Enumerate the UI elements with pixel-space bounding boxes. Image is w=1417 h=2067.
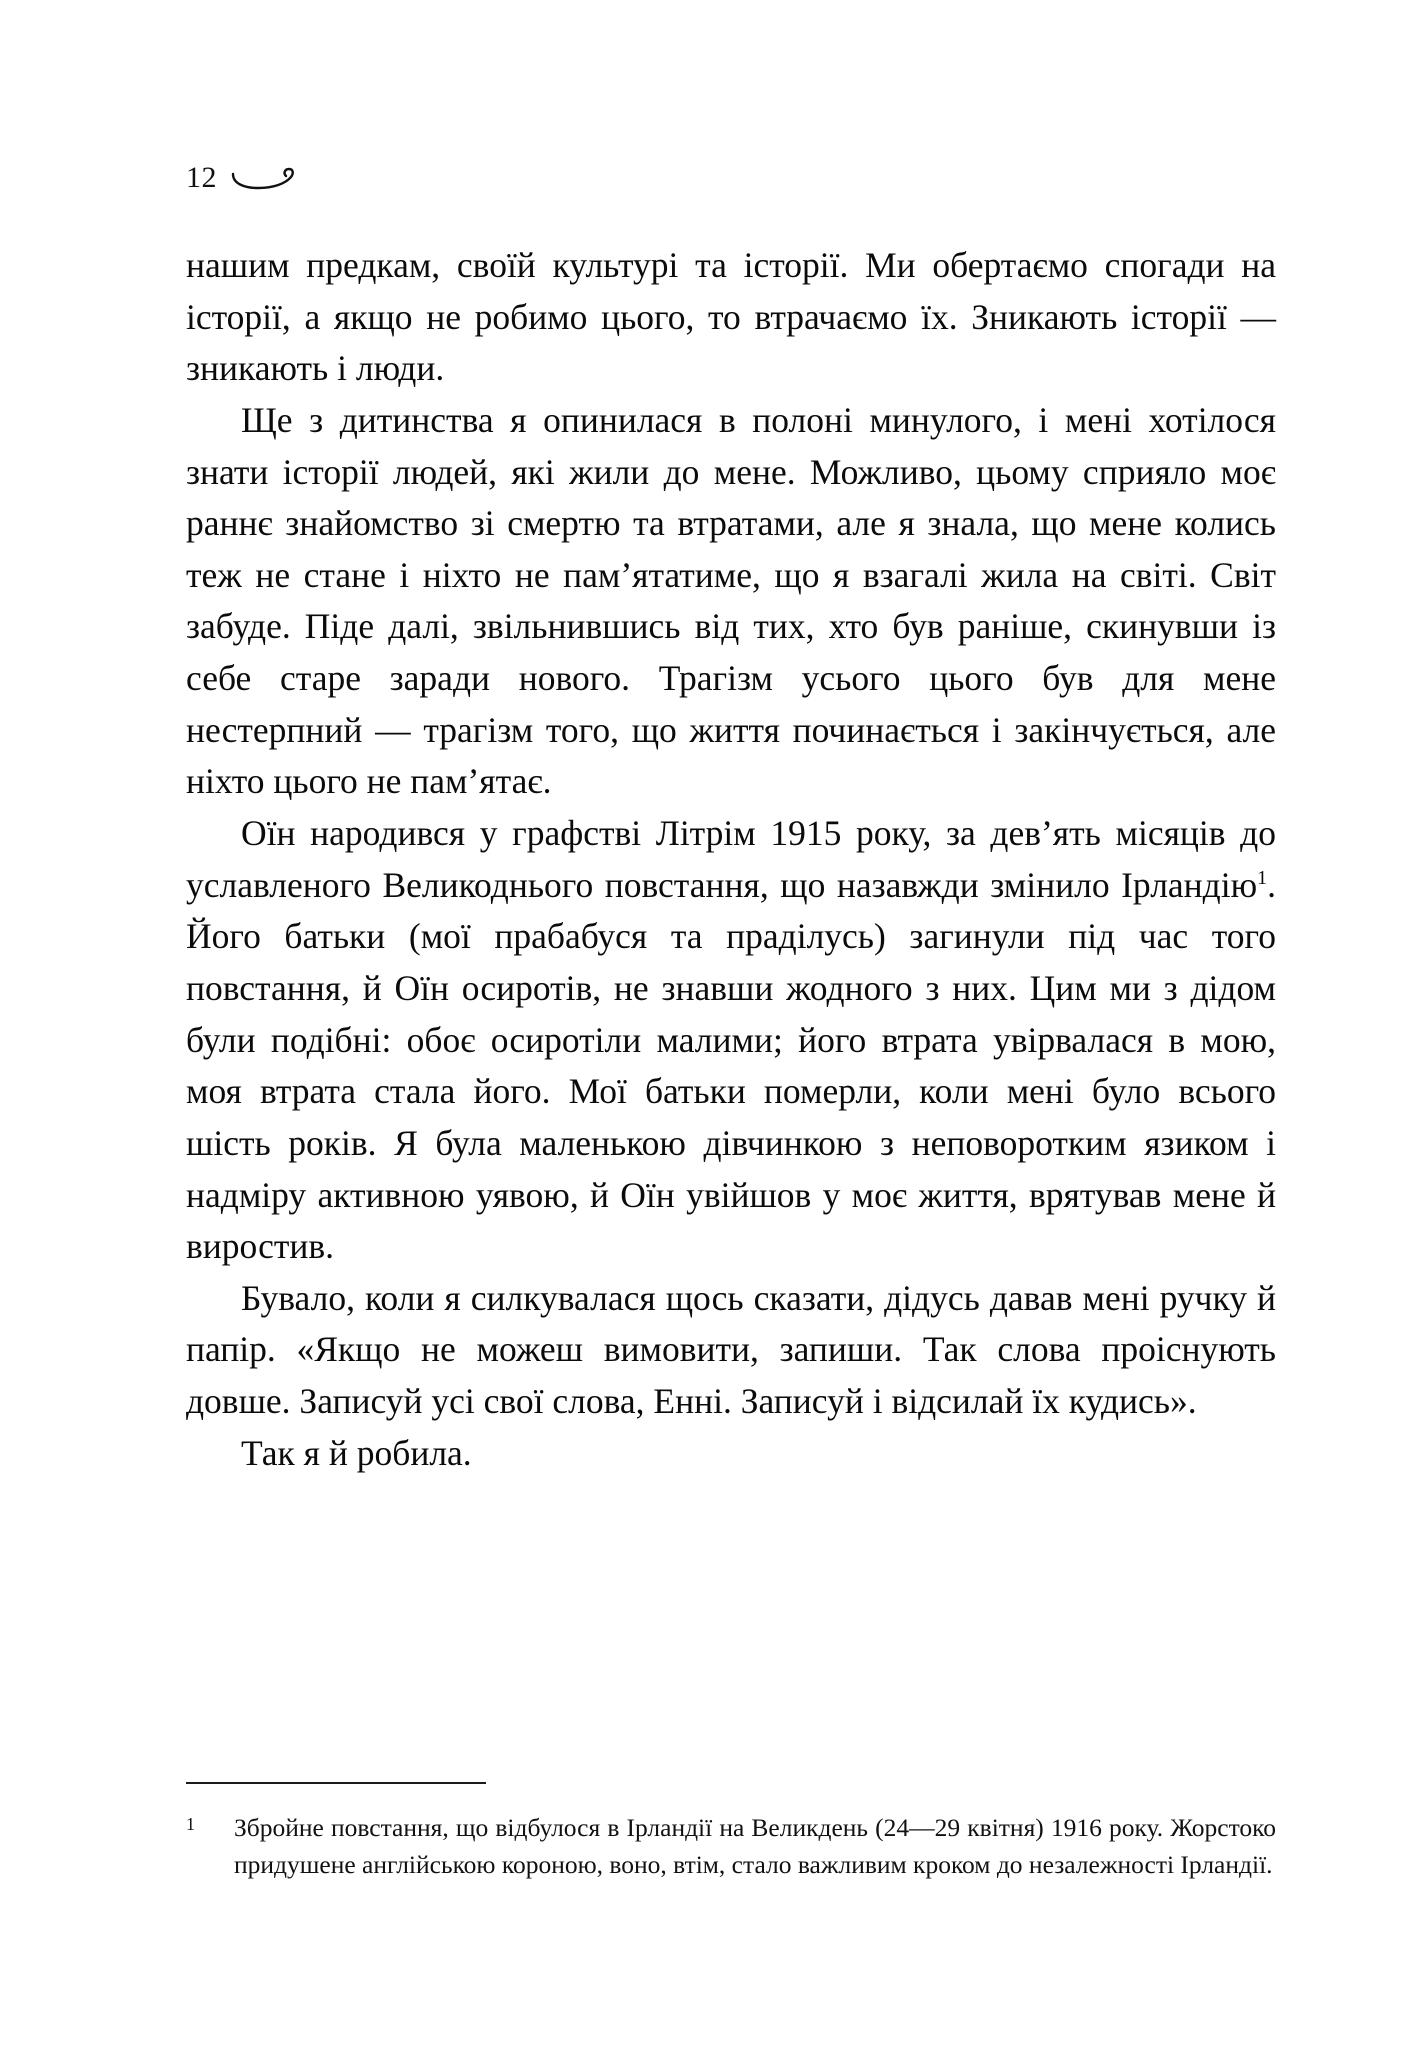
paragraph-part-continued: праділусь) загинули під час того повстання, й Оїн осиротів, не знавши жодного з них. Цим ми з дідом були подібні: обоє осиротіли малими; його втрата увірвалася в мою, моя втрата стала його. Мої батьки померли, коли мені було всього шість років. Я була маленькою дівчинкою з неповоротким язиком і надміру активною уявою, й Оїн увійшов у моє життя, врятував мене й виростив.	[186, 916, 1276, 1267]
paragraph: Ще з дитинства я опинилася в полоні минулого, і мені хотілося знати історії людей, які жили до мене. Можливо, цьому сприяло моє раннє знайомство зі смертю та втратами, але я знала, що мене колись теж не стане і ніхто не пам’ятатиме, що я взагалі жила на світі. Світ забуде. Піде далі, звільнившись від тих, хто був раніше, скинувши із себе старе заради нового. Трагізм усього цього був для мене нестерпний — трагізм того, що життя починається і закінчується, але ніхто цього не пам’ятає.	[186, 399, 1276, 802]
footnote-marker: 1	[186, 1814, 195, 1834]
paragraph-part-after-footnote: . Його батьки (мої прабабуся та	[186, 864, 1276, 957]
paragraph: Так я й робила.	[241, 1432, 472, 1473]
paragraph-part-before-footnote: Оїн народився у графстві Літрім 1915 року, за дев’ять місяців до уславленого Великоднього повстання, що назавжди змінило Ірландію	[186, 813, 1276, 905]
page-header	[186, 158, 1276, 198]
paragraph: Бувало, коли я силкувалася щось сказати, дідусь давав мені ручку й папір. «Якщо не можеш вимовити, запиши. Так слова проіснують довше. Записуй усі свої слова, Енні. Записуй і відсилай їх кудись».	[186, 1277, 1276, 1422]
paragraph-with-footnote	[186, 808, 1276, 1273]
footnote-area	[186, 1782, 1276, 1883]
footnote-reference[interactable]: 1	[1257, 866, 1268, 889]
page-number: 12	[186, 161, 217, 194]
page-content	[186, 0, 1276, 1479]
paragraph: нашим предкам, своїй культурі та історії. Ми обертаємо спогади на історії, а якщо не робимо цього, то втрачаємо їх. Зникають історії — зникають і люди.	[186, 245, 1276, 389]
footnote-item	[186, 1810, 1276, 1883]
body-text	[186, 240, 1276, 1479]
footnote-separator	[186, 1782, 486, 1784]
swash-ornament-icon	[231, 165, 301, 191]
footnote-text: Збройне повстання, що відбулося в Ірландії на Великдень (24—29 квітня) 1916 року. Жорстоко придушене англійською короною, воно, втім, стало важливим кроком до незалежності Ірландії.	[234, 1813, 1276, 1879]
